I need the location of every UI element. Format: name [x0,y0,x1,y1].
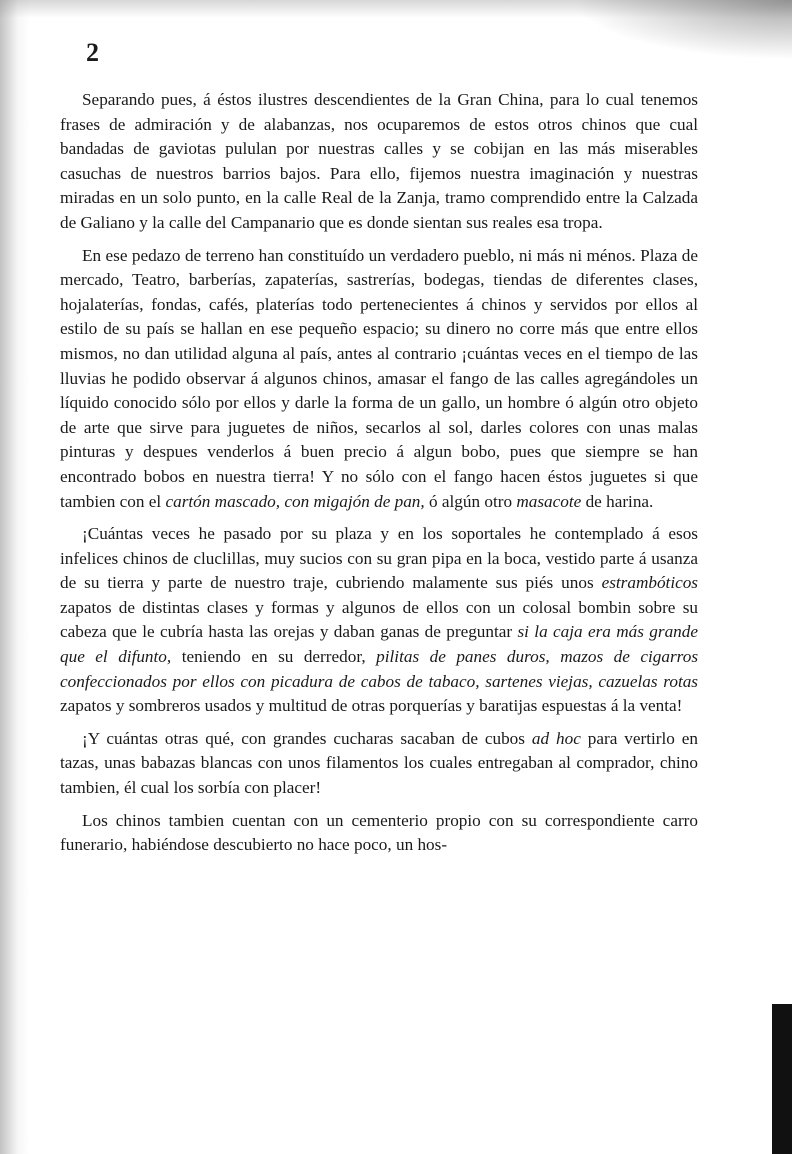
text-run: ¡Cuántas veces he pasado por su plaza y en los soportales he contemplado á esos infelices chinos de cluclillas, muy sucios con su gran pipa en la boca, vestido parte á usanza de su tierra y parte de nuestro traje, cubriendo malamente sus piés unos [60,524,698,593]
text-run: para vertirlo en tazas, unas babazas blancas con unos filamentos los cuales entregaban al comprador, chino tambien, él cual los sorbía con placer! [60,728,699,798]
text-run: pilitas de panes duros, mazos de cigarros confeccionados por ellos con picadura de cabos de tabaco, sartenes viejas, cazuelas rotas [60,647,699,691]
paragraph-1 [60,88,698,236]
text-run: cartón mascado, con migajón de pan, [165,491,425,511]
text-run: ad hoc [531,728,581,748]
text-run: En ese pedazo de terreno han constituído un verdadero pueblo, ni más ni ménos. Plaza de mercado, Teatro, barberías, zapaterías, sastrerías, bodegas, tiendas de diferentes clases, hojalaterías, fondas, cafés, platerías todo pertenecientes á chinos y servidos por ellos al estilo de su país se hallan en ese pequeño espacio; su dinero no corre más que entre ellos mismos, no dan utilidad alguna al país, antes al contrario ¡cuántas veces en el tiempo de las lluvias he podido observar á algunos chinos, amasar el fango de las calles agregándoles un líquido conocido sólo por ellos y darle la forma de un gallo, un hombre ó algún otro objeto de arte que sirve para juguetes de niños, secarlos al sol, darles colores con unas malas pinturas y despues venderlos á buen precio á algun bobo, pues que siempre se han encontrado bobos en nuestra tierra! Y no sólo con el fango hacen éstos juguetes si que tambien con el [60,245,698,511]
body-text [60,88,698,866]
scan-shadow-bottom-right [772,1004,792,1154]
paragraph-5 [60,809,698,858]
text-run: ó algún otro [424,491,517,511]
paragraph-3 [60,522,698,719]
text-run: Separando pues, á éstos ilustres descendientes de la Gran China, para lo cual tenemos frases de admiración y de alabanzas, nos ocuparemos de estos otros chinos que cual bandadas de gaviotas pululan por nuestras calles y se cobijan en las más miserables casuchas de nuestros barrios bajos. Para ello, fijemos nuestra imaginación y nuestras miradas en un solo punto, en la calle Real de la Zanja, tramo comprendido entre la Calzada de Galiano y la calle del Campanario que es donde sientan sus reales esa tropa. [60,90,698,232]
text-run: zapatos y sombreros usados y multitud de otras porquerías y baratijas espuestas á la venta! [60,696,683,716]
text-run: teniendo en su derredor, [171,647,377,667]
text-run: masacote [516,491,582,511]
text-run: zapatos de distintas clases y formas y algunos de ellos con un colosal bombin sobre su cabeza que le cubría hasta las orejas y daban ganas de preguntar [60,597,698,642]
text-run: Los chinos tambien cuentan con un cementerio propio con su correspondiente carro funerario, habiéndose descubierto no hace poco, un hos- [60,810,698,855]
scan-shadow-top-right [572,0,792,60]
paragraph-4 [60,727,698,801]
paragraph-2 [60,244,698,515]
text-run: estrambóticos [601,573,698,593]
text-run: ¡Y cuántas otras qué, con grandes cucharas sacaban de cubos [82,728,532,748]
text-run: si la caja era más grande que el difunto, [60,622,698,667]
page-number: 2 [86,38,99,67]
text-run: de harina. [581,491,654,511]
scan-shadow-left [0,0,30,1154]
